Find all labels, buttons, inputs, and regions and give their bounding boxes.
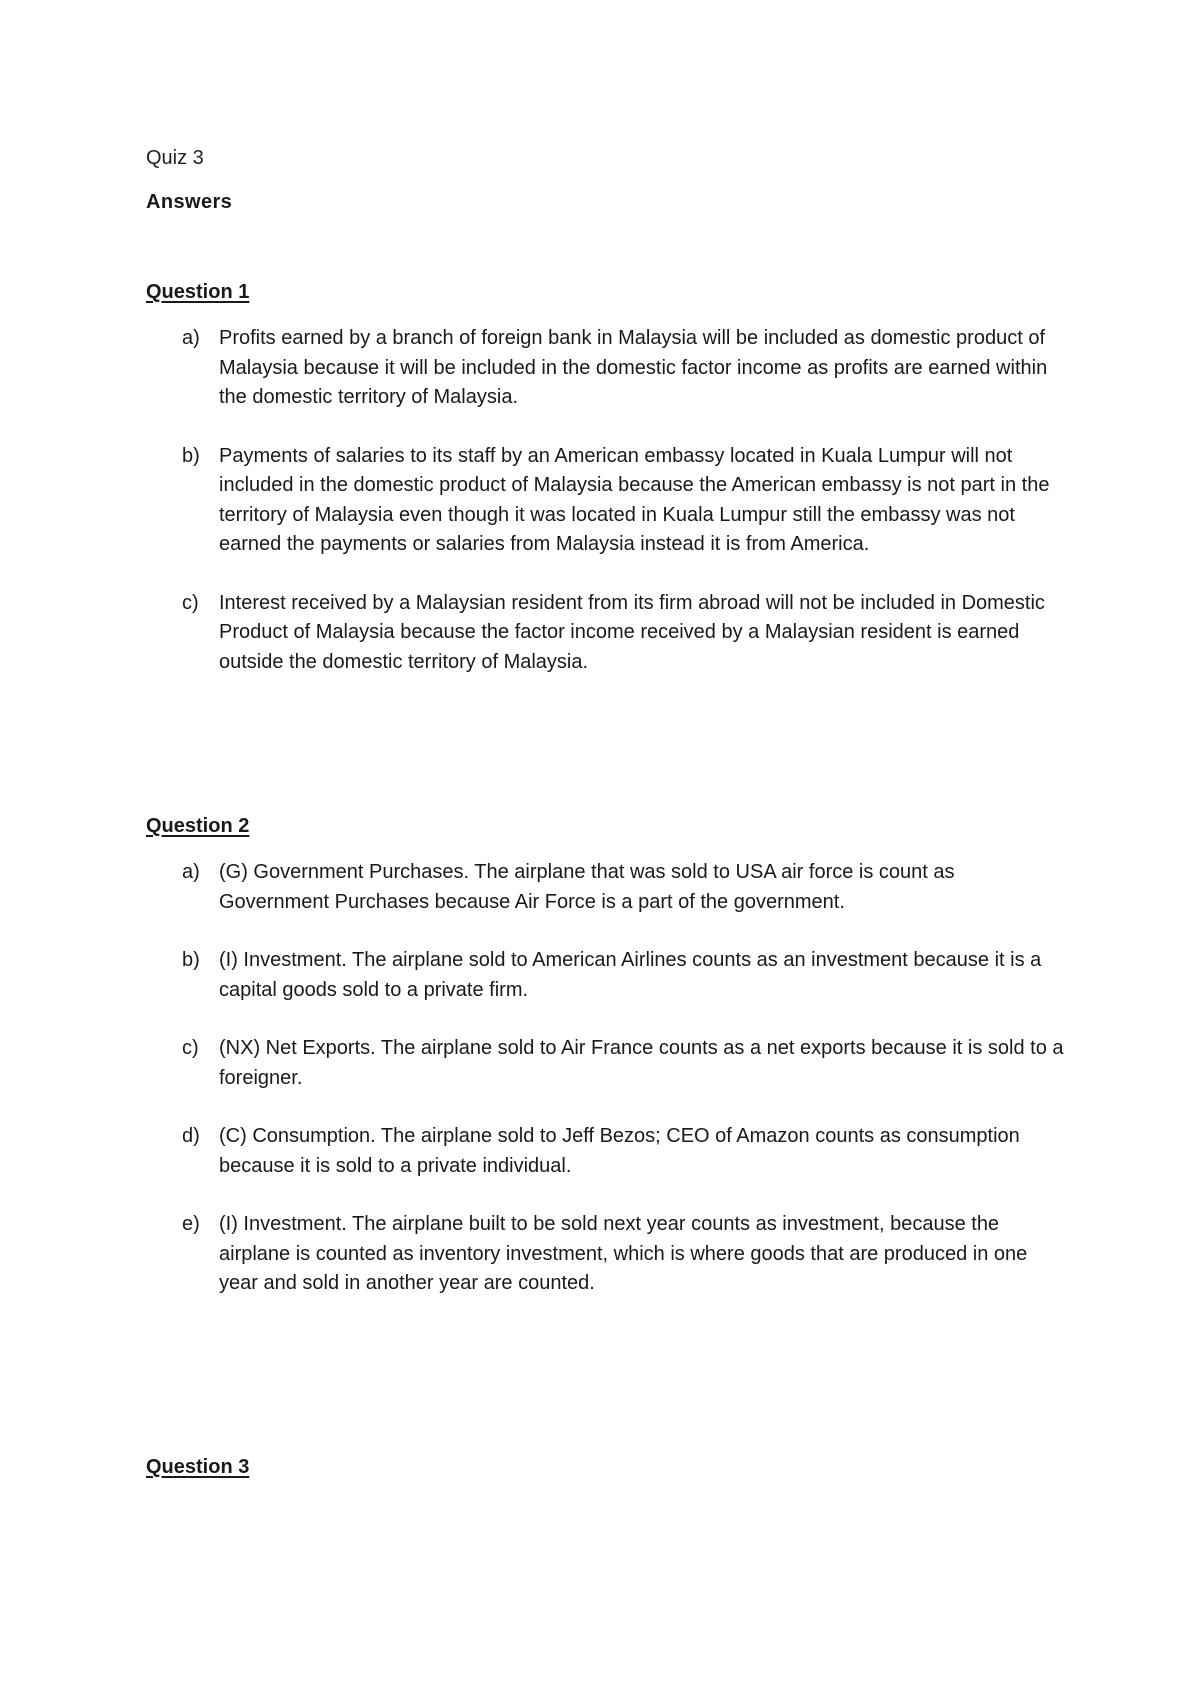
question-2-section	[146, 814, 1066, 1299]
list-marker: a)	[182, 327, 200, 349]
question-3-section	[146, 1455, 1066, 1479]
list-item	[146, 1034, 1066, 1093]
answer-text: (NX) Net Exports. The airplane sold to Air France counts as a net exports because it is sold to a foreigner.	[219, 1037, 1064, 1089]
answer-text: Interest received by a Malaysian resident from its firm abroad will not be included in Domestic Product of Malaysia because the factor income received by a Malaysian resident is earned outside the domestic territory of Malaysia.	[219, 591, 1045, 673]
answer-text: (I) Investment. The airplane sold to American Airlines counts as an investment because it is a capital goods sold to a private firm.	[219, 949, 1042, 1001]
document-subtitle: Answers	[146, 191, 233, 213]
question-3-heading: Question 3	[146, 1456, 250, 1478]
list-marker: a)	[182, 861, 200, 883]
list-marker: c)	[182, 591, 199, 614]
answer-text: (G) Government Purchases. The airplane that was sold to USA air force is count as Government Purchases because Air Force is a part of the government.	[219, 861, 955, 913]
list-item	[146, 589, 1066, 678]
list-item	[146, 1210, 1066, 1299]
list-marker: d)	[182, 1125, 200, 1147]
list-marker: e)	[182, 1213, 200, 1235]
question-1-heading: Question 1	[146, 281, 250, 303]
answer-text: (C) Consumption. The airplane sold to Jeff Bezos; CEO of Amazon counts as consumption because it is sold to a private individual.	[219, 1125, 1020, 1177]
answer-text: (I) Investment. The airplane built to be sold next year counts as investment, because the airplane is counted as inventory investment, which is where goods that are produced in one year and sold in another year are counted.	[219, 1213, 1028, 1294]
list-item	[146, 946, 1066, 1005]
question-2-answer-list	[146, 858, 1066, 1299]
list-marker: b)	[182, 444, 200, 467]
question-1-section	[146, 280, 1066, 677]
list-marker: c)	[182, 1037, 199, 1059]
question-2-heading: Question 2	[146, 815, 250, 837]
list-item	[146, 442, 1066, 560]
document-title: Quiz 3	[146, 147, 204, 169]
list-item	[146, 858, 1066, 917]
list-item	[146, 1122, 1066, 1181]
question-1-answer-list	[146, 324, 1066, 677]
answer-text: Payments of salaries to its staff by an American embassy located in Kuala Lumpur will not included in the domestic product of Malaysia because the American embassy is not part in the territory of Malaysia even though it was located in Kuala Lumpur still the embassy was not earned the payments or salaries from Malaysia instead it is from America.	[219, 444, 1050, 555]
list-marker: b)	[182, 949, 200, 971]
answer-text: Profits earned by a branch of foreign bank in Malaysia will be included as domestic product of Malaysia because it will be included in the domestic factor income as profits are earned within the domestic territory of Malaysia.	[219, 327, 1048, 408]
list-item	[146, 324, 1066, 413]
